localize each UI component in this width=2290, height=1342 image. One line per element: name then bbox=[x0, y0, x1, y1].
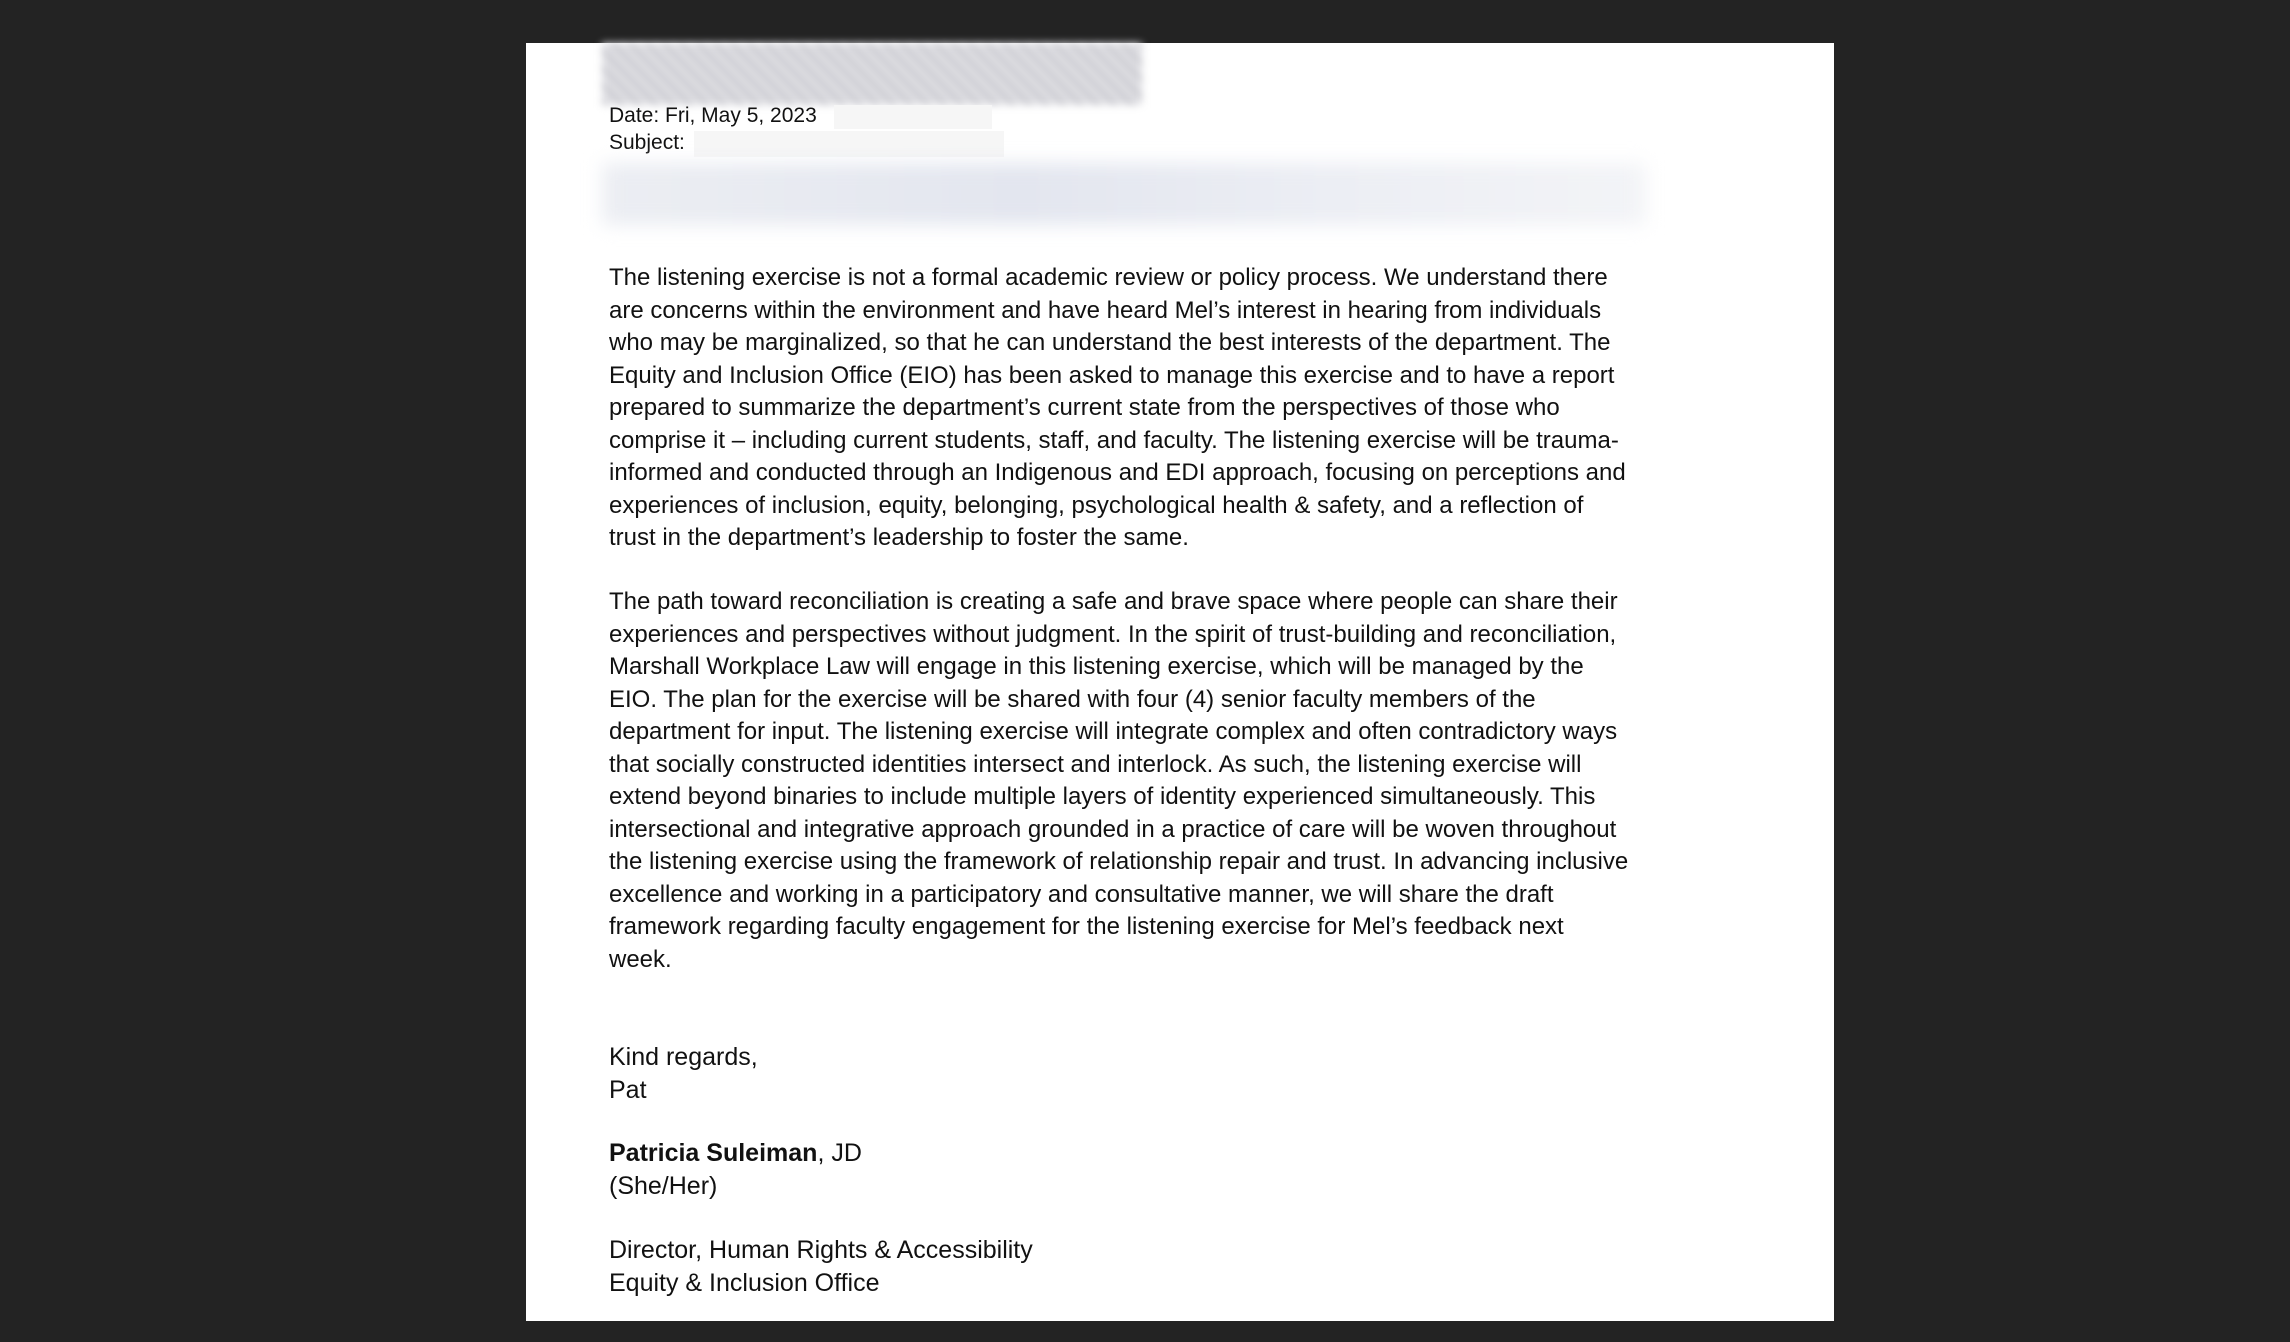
job-title: Director, Human Rights & Accessibility bbox=[609, 1236, 1033, 1264]
paragraph-line: experiences and perspectives without judgment. In the spirit of trust-building and reconciliation, bbox=[609, 620, 1617, 648]
paragraph-line: week. bbox=[609, 945, 672, 973]
short-name: Pat bbox=[609, 1075, 647, 1104]
pronouns: (She/Her) bbox=[609, 1171, 718, 1200]
paragraph-line: excellence and working in a participatory and consultative manner, we will share the draft bbox=[609, 880, 1554, 908]
paragraph-line: The path toward reconciliation is creating a safe and brave space where people can share their bbox=[609, 588, 1618, 615]
redacted-subject bbox=[694, 131, 1004, 157]
redacted-date-tail bbox=[834, 105, 992, 129]
paragraph-line: informed and conducted through an Indigenous and EDI approach, focusing on perceptions and bbox=[609, 459, 1626, 486]
paragraph-line: framework regarding faculty engagement for the listening exercise for Mel’s feedback next bbox=[609, 913, 1564, 940]
body-paragraph-2 bbox=[609, 586, 1769, 976]
paragraph-line: the listening exercise using the framework of relationship repair and trust. In advancing inclusive bbox=[609, 848, 1629, 875]
redacted-sender-block bbox=[602, 43, 1142, 105]
signoff-block bbox=[609, 1041, 758, 1106]
paragraph-line: Equity and Inclusion Office (EIO) has been asked to manage this exercise and to have a report bbox=[609, 361, 1615, 389]
paragraph-line: prepared to summarize the department’s current state from the perspectives of those who bbox=[609, 394, 1560, 421]
signature-name-line bbox=[609, 1137, 862, 1170]
paragraph-line: extend beyond binaries to include multiple layers of identity experienced simultaneously. This bbox=[609, 783, 1596, 810]
paragraph-line: comprise it – including current students, staff, and faculty. The listening exercise will be trauma- bbox=[609, 426, 1619, 454]
credential: , JD bbox=[817, 1139, 862, 1167]
paragraph-line: The listening exercise is not a formal academic review or policy process. We understand there bbox=[609, 264, 1608, 291]
email-date-line: Date: Fri, May 5, 2023 bbox=[609, 104, 817, 127]
paragraph-line: who may be marginalized, so that he can understand the best interests of the department. The bbox=[609, 329, 1611, 356]
signature-name-block bbox=[609, 1137, 862, 1202]
document-page bbox=[526, 43, 1834, 1321]
paragraph-line: department for input. The listening exercise will integrate complex and often contradictory ways bbox=[609, 718, 1618, 745]
signature-title-block bbox=[609, 1234, 1033, 1299]
paragraph-line: trust in the department’s leadership to foster the same. bbox=[609, 524, 1189, 551]
paragraph-line: experiences of inclusion, equity, belonging, psychological health & safety, and a reflection of bbox=[609, 491, 1584, 519]
body-paragraph-1 bbox=[609, 262, 1769, 555]
redacted-recipients-block bbox=[602, 163, 1646, 225]
paragraph-line: intersectional and integrative approach grounded in a practice of care will be woven throughout bbox=[609, 815, 1617, 843]
email-subject-label: Subject: bbox=[609, 131, 685, 154]
office-name: Equity & Inclusion Office bbox=[609, 1268, 880, 1297]
paragraph-line: that socially constructed identities intersect and interlock. As such, the listening exercise will bbox=[609, 750, 1582, 778]
closing-text: Kind regards, bbox=[609, 1043, 758, 1071]
full-name: Patricia Suleiman bbox=[609, 1139, 818, 1167]
paragraph-line: Marshall Workplace Law will engage in this listening exercise, which will be managed by the bbox=[609, 653, 1584, 680]
paragraph-line: are concerns within the environment and have heard Mel’s interest in hearing from individuals bbox=[609, 296, 1602, 324]
paragraph-line: EIO. The plan for the exercise will be shared with four (4) senior faculty members of the bbox=[609, 685, 1536, 713]
